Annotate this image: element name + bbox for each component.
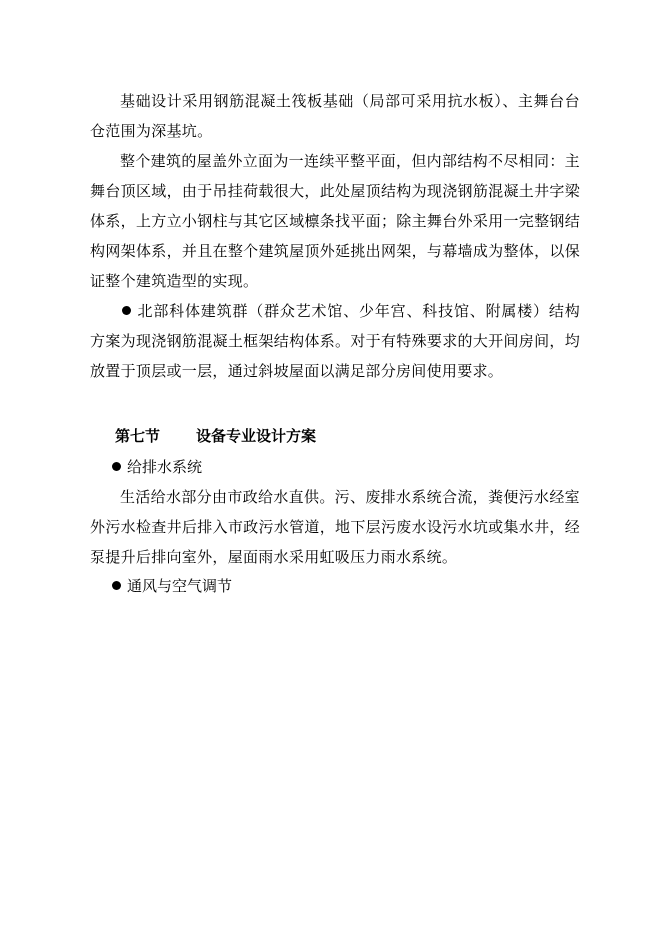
bullet-icon (112, 462, 121, 471)
section-title: 设备专业设计方案 (196, 427, 317, 445)
bullet-ventilation-label: 通风与空气调节 (127, 577, 233, 595)
bullet-ventilation (112, 574, 232, 598)
section-heading (115, 424, 316, 448)
bullet-icon (122, 306, 131, 315)
paragraph-water-system: 生活给水部分由市政给水直供。污、废排水系统合流，粪便污水经室外污水检查井后排入市政污水管道，地下层污废水设污水坑或集水井，经泵提升后排向室外，屋面雨水采用虹吸压力雨水系统。 (90, 488, 580, 566)
bullet-icon (112, 581, 121, 590)
paragraph-north-buildings-text: 北部科体建筑群（群众艺术馆、少年宫、科技馆、附属楼）结构方案为现浇钢筋混凝土框架结构体系。对于有特殊要求的大开间房间，均放置于顶层或一层，通过斜坡屋面以满足部分房间使用要求。 (90, 302, 580, 380)
paragraph-roof-structure: 整个建筑的屋盖外立面为一连续平整平面，但内部结构不尽相同：主舞台顶区域，由于吊挂荷载很大，此处屋顶结构为现浇钢筋混凝土井字梁体系，上方立小钢柱与其它区域檩条找平面；除主舞台外采用一完整钢结构网架体系，并且在整个建筑屋顶外延挑出网架，与幕墙成为整体，以保证整个建筑造型的实现。 (90, 152, 580, 290)
paragraph-north-buildings (90, 296, 580, 386)
section-number: 第七节 (115, 427, 161, 445)
bullet-water-supply (112, 455, 202, 479)
bullet-water-supply-label: 给排水系统 (127, 458, 203, 476)
paragraph-foundation: 基础设计采用钢筋混凝土筏板基础（局部可采用抗水板）、主舞台台仓范围为深基坑。 (90, 92, 580, 140)
